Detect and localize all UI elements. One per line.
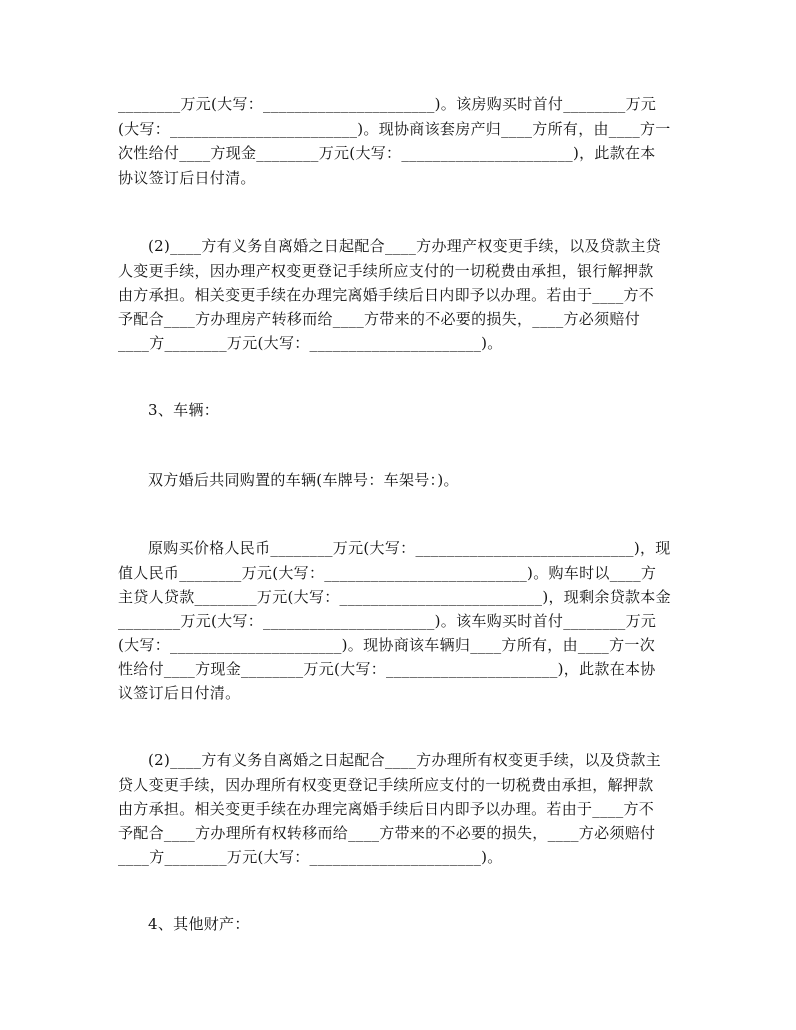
house-transfer-line-1: (2)____方有义务自离婚之日起配合____方办理产权变更手续，以及贷款主贷 (148, 237, 661, 255)
section-heading-other-property: 4、其他财产： (148, 915, 250, 933)
house-transfer-line-5: ____方________万元(大写：______________________)。 (118, 334, 503, 352)
vehicle-transfer-line-5: ____方________万元(大写：______________________)。 (118, 848, 503, 866)
vehicle-desc-line: 双方婚后共同购置的车辆(车牌号：车架号：)。 (148, 471, 459, 489)
house-payment-line-3: 次性给付____方现金________万元(大写：______________________)，此款在本 (118, 144, 656, 162)
vehicle-transfer-line-4: 予配合____方办理所有权转移而给____方带来的不必要的损失，____方必须赔付 (118, 824, 656, 842)
vehicle-price-line-6: 性给付____方现金________万元(大写：______________________)，此款在本协 (118, 660, 656, 678)
vehicle-price-line-3: 主贷人贷款________万元(大写：__________________________)，现剩余贷款本金 (118, 588, 671, 606)
house-payment-line-4: 协议签订后日付清。 (118, 169, 256, 187)
house-transfer-line-4: 予配合____方办理房产转移而给____方带来的不必要的损失，____方必须赔付 (118, 310, 641, 328)
house-payment-line-1: ________万元(大写：______________________)。该房购买时首付________万元 (118, 95, 657, 113)
vehicle-transfer-line-3: 由方承担。相关变更手续在办理完离婚手续后日内即予以办理。若由于____方不 (118, 800, 655, 818)
vehicle-transfer-line-2: 贷人变更手续，因办理所有权变更登记手续所应支付的一切税费由承担，解押款 (118, 776, 654, 794)
section-heading-vehicle: 3、车辆： (148, 401, 220, 419)
house-payment-line-2: (大写：________________________)。现协商该套房产归____方所有，由____方一 (118, 120, 671, 138)
vehicle-price-line-7: 议签订后日付清。 (118, 684, 241, 702)
vehicle-price-line-5: (大写：______________________)。现协商该车辆归____方所有，由____方一次 (118, 636, 656, 654)
vehicle-price-line-1: 原购买价格人民币________万元(大写：____________________________)，现 (148, 539, 671, 557)
house-transfer-line-3: 由方承担。相关变更手续在办理完离婚手续后日内即予以办理。若由于____方不 (118, 286, 655, 304)
vehicle-transfer-line-1: (2)____方有义务自离婚之日起配合____方办理所有权变更手续，以及贷款主 (148, 751, 661, 769)
house-transfer-line-2: 人变更手续，因办理产权变更登记手续所应支付的一切税费由承担，银行解押款 (118, 262, 654, 280)
vehicle-price-line-4: ________万元(大写：______________________)。该车购买时首付________万元 (118, 612, 657, 630)
vehicle-price-line-2: 值人民币________万元(大写：__________________________)。购车时以____方 (118, 564, 657, 582)
